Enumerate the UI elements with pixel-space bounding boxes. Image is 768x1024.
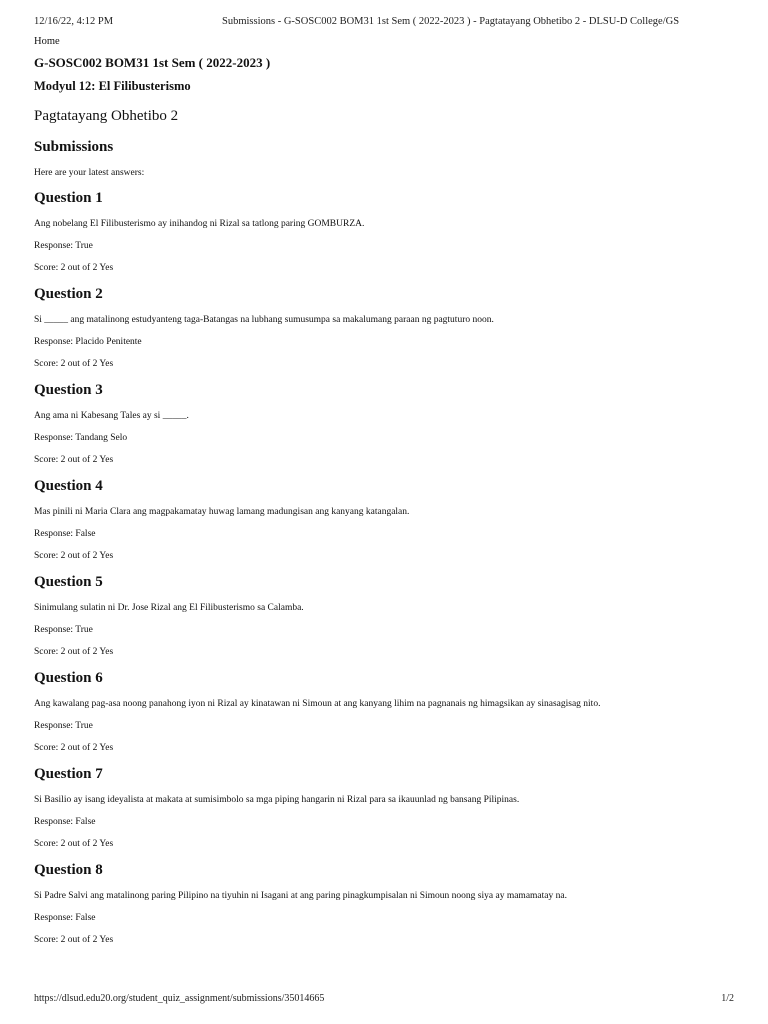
question-response: Response: Tandang Selo bbox=[34, 433, 128, 443]
question-item bbox=[34, 572, 734, 658]
question-response: Response: Placido Penitente bbox=[34, 337, 142, 347]
question-item bbox=[34, 188, 734, 274]
course-title: G-SOSC002 BOM31 1st Sem ( 2022-2023 ) bbox=[34, 55, 271, 70]
main-content bbox=[34, 36, 734, 946]
question-score: Score: 2 out of 2 Yes bbox=[34, 551, 114, 561]
question-item bbox=[34, 860, 734, 946]
page-number: 1/2 bbox=[721, 993, 734, 1004]
question-score: Score: 2 out of 2 Yes bbox=[34, 263, 114, 273]
question-response: Response: False bbox=[34, 913, 96, 923]
question-response: Response: True bbox=[34, 241, 93, 251]
question-response: Response: False bbox=[34, 817, 96, 827]
question-score: Score: 2 out of 2 Yes bbox=[34, 647, 114, 657]
question-text: Ang kawalang pag-asa noong panahong iyon ni Rizal ay kinatawan ni Simoun at ang kanyang lihim na pagnanais ng himagsikan ay sinasagisag nito. bbox=[34, 699, 601, 709]
question-list bbox=[34, 188, 734, 946]
question-heading: Question 3 bbox=[34, 382, 103, 398]
question-heading: Question 4 bbox=[34, 478, 103, 494]
question-text: Ang ama ni Kabesang Tales ay si _____. bbox=[34, 411, 189, 421]
intro-text: Here are your latest answers: bbox=[34, 168, 145, 178]
question-text: Si Basilio ay isang ideyalista at makata at sumisimbolo sa mga piping hangarin ni Rizal para sa ikauunlad ng bansang Pilipinas. bbox=[34, 795, 520, 805]
question-text: Mas pinili ni Maria Clara ang magpakamatay huwag lamang madungisan ang kanyang katangalan. bbox=[34, 507, 410, 517]
home-link[interactable]: Home bbox=[34, 36, 60, 47]
question-heading: Question 5 bbox=[34, 574, 103, 590]
question-score: Score: 2 out of 2 Yes bbox=[34, 455, 114, 465]
question-heading: Question 2 bbox=[34, 286, 103, 302]
question-text: Sinimulang sulatin ni Dr. Jose Rizal ang El Filibusterismo sa Calamba. bbox=[34, 603, 304, 613]
print-page-title: Submissions - G-SOSC002 BOM31 1st Sem ( 2022-2023 ) - Pagtatayang Obhetibo 2 - DLSU-D College/GS bbox=[222, 16, 680, 27]
submissions-heading: Submissions bbox=[34, 139, 114, 155]
question-text: Ang nobelang El Filibusterismo ay inihandog ni Rizal sa tatlong paring GOMBURZA. bbox=[34, 219, 365, 229]
question-item bbox=[34, 476, 734, 562]
question-item bbox=[34, 380, 734, 466]
question-score: Score: 2 out of 2 Yes bbox=[34, 743, 114, 753]
question-item bbox=[34, 284, 734, 370]
question-response: Response: False bbox=[34, 529, 96, 539]
question-score: Score: 2 out of 2 Yes bbox=[34, 935, 114, 945]
question-text: Si _____ ang matalinong estudyanteng taga-Batangas na lubhang sumusumpa sa makalumang paraan ng pagtuturo noon. bbox=[34, 315, 494, 325]
question-score: Score: 2 out of 2 Yes bbox=[34, 359, 114, 369]
question-item bbox=[34, 764, 734, 850]
question-item bbox=[34, 668, 734, 754]
quiz-title: Pagtatayang Obhetibo 2 bbox=[34, 108, 179, 124]
module-title: Modyul 12: El Filibusterismo bbox=[34, 79, 191, 93]
question-heading: Question 1 bbox=[34, 190, 103, 206]
question-response: Response: True bbox=[34, 721, 93, 731]
question-heading: Question 6 bbox=[34, 670, 103, 686]
question-heading: Question 8 bbox=[34, 862, 103, 878]
question-text: Si Padre Salvi ang matalinong paring Pilipino na tiyuhin ni Isagani at ang paring pinagkumpisalan ni Simoun noong siya ay mamamatay na. bbox=[34, 891, 567, 901]
print-url: https://dlsud.edu20.org/student_quiz_assignment/submissions/35014665 bbox=[34, 993, 325, 1004]
question-response: Response: True bbox=[34, 625, 93, 635]
question-score: Score: 2 out of 2 Yes bbox=[34, 839, 114, 849]
question-heading: Question 7 bbox=[34, 766, 103, 782]
print-datetime: 12/16/22, 4:12 PM bbox=[34, 16, 114, 27]
